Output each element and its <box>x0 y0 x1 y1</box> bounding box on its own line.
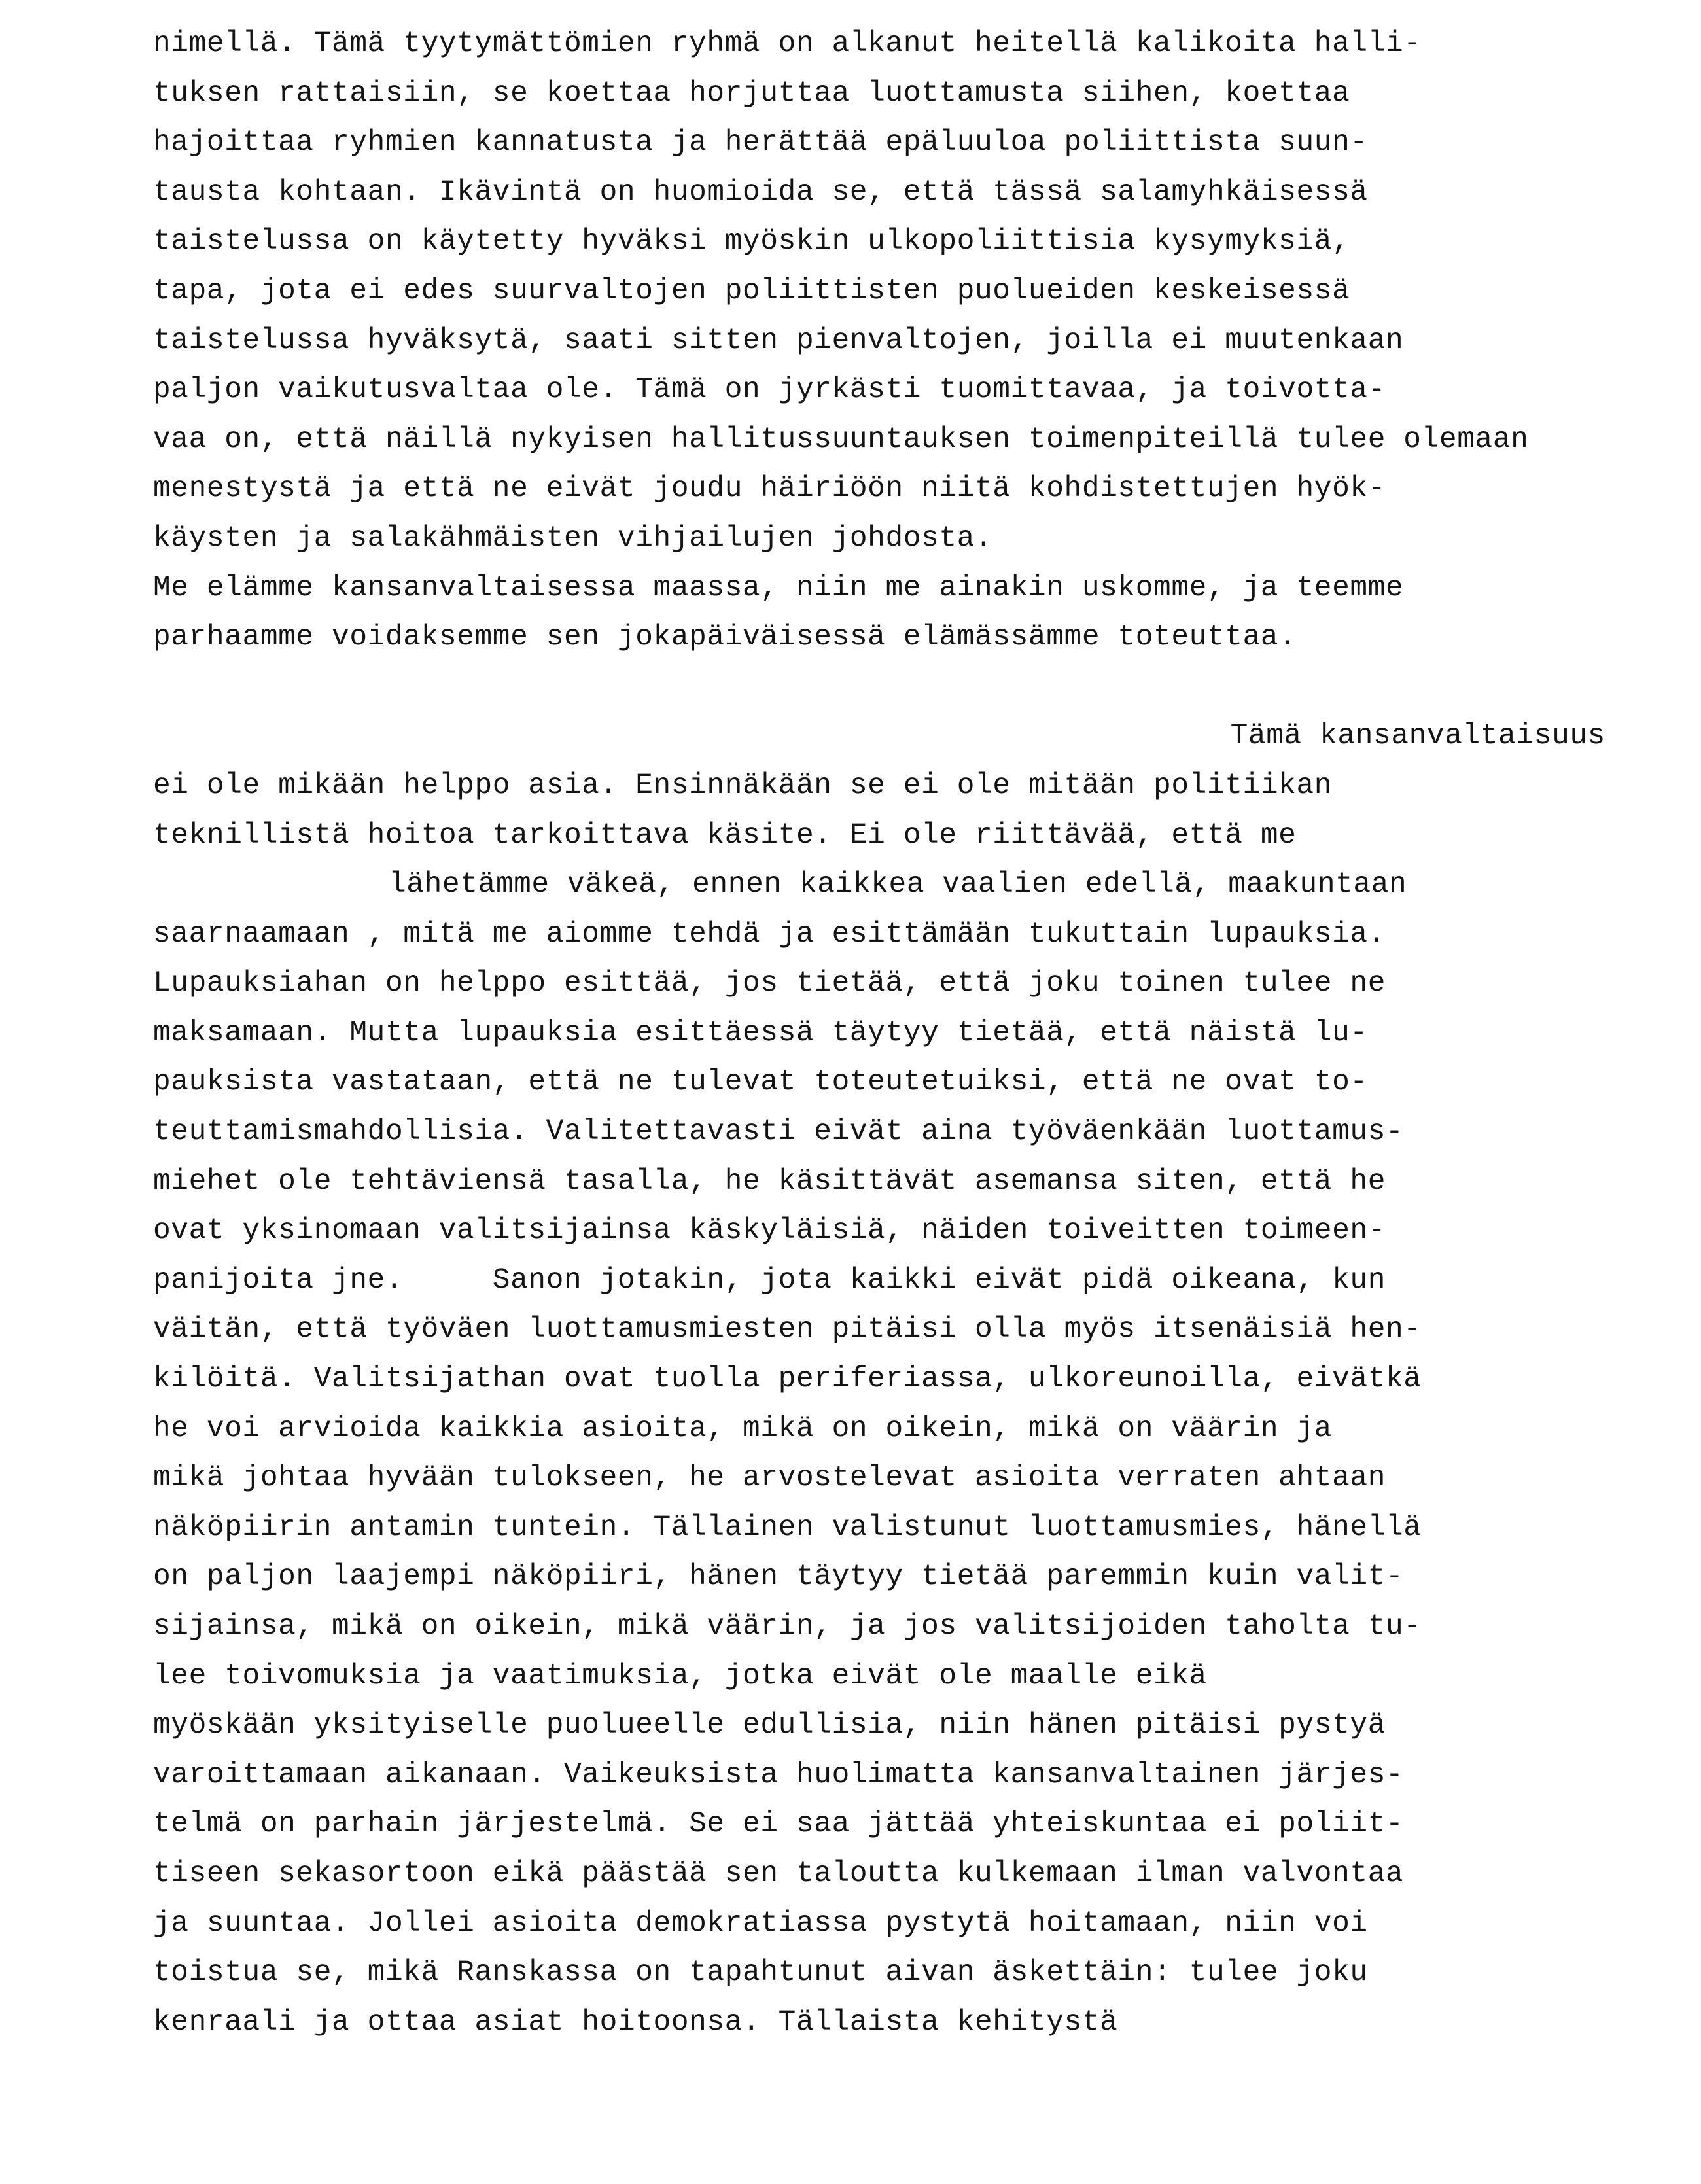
text-line <box>153 663 1605 713</box>
text-line: Me elämme kansanvaltaisessa maassa, niin me ainakin uskomme, ja teemme <box>153 571 1404 605</box>
text-line: väitän, että työväen luottamusmiesten pitäisi olla myös itsenäisiä hen- <box>153 1313 1422 1347</box>
text-line: kilöitä. Valitsijathan ovat tuolla periferiassa, ulkoreunoilla, eivätkä <box>153 1363 1422 1396</box>
text-line: myöskään yksityiselle puolueelle edullisia, niin hänen pitäisi pystyä <box>153 1709 1386 1742</box>
text-line: varoittamaan aikanaan. Vaikeuksista huolimatta kansanvaltainen järjes- <box>153 1758 1404 1791</box>
text-line: ja suuntaa. Jollei asioita demokratiassa pystytä hoitamaan, niin voi <box>153 1907 1368 1940</box>
text-line: tausta kohtaan. Ikävintä on huomioida se, että tässä salamyhkäisessä <box>153 175 1368 209</box>
text-line: maksamaan. Mutta lupauksia esittäessä täytyy tietää, että näistä lu- <box>153 1016 1368 1049</box>
text-line: panijoita jne. Sanon jotakin, jota kaikki eivät pidä oikeana, kun <box>153 1263 1386 1297</box>
text-line: he voi arvioida kaikkia asioita, mikä on oikein, mikä on väärin ja <box>153 1412 1333 1445</box>
text-line: taistelussa hyväksytä, saati sitten pienvaltojen, joilla ei muutenkaan <box>153 324 1404 357</box>
text-line: ovat yksinomaan valitsijainsa käskyläisiä, näiden toiveitten toimeen- <box>153 1214 1386 1248</box>
text-line: Lupauksiahan on helppo esittää, jos tietää, että joku toinen tulee ne <box>153 967 1386 1000</box>
text-line: nimellä. Tämä tyytymättömien ryhmä on alkanut heitellä kalikoita halli- <box>153 27 1422 60</box>
text-line: näköpiirin antamin tuntein. Tällainen valistunut luottamusmies, hänellä <box>153 1511 1422 1544</box>
text-line: paljon vaikutusvaltaa ole. Tämä on jyrkästi tuomittavaa, ja toivotta- <box>153 374 1386 407</box>
text-line: ei ole mikään helppo asia. Ensinnäkään se ei ole mitään politiikan <box>153 769 1333 802</box>
text-line: teknillistä hoitoa tarkoittava käsite. Ei ole riittävää, että me <box>153 819 1297 852</box>
text-line: pauksista vastataan, että ne tulevat toteutetuiksi, että ne ovat to- <box>153 1066 1368 1099</box>
text-line: Tämä kansanvaltaisuus <box>1230 720 1605 753</box>
text-line: parhaamme voidaksemme sen jokapäiväisessä elämässämme toteuttaa. <box>153 621 1297 654</box>
text-line: mikä johtaa hyvään tulokseen, he arvostelevat asioita verraten ahtaan <box>153 1462 1386 1495</box>
text-line: saarnaamaan , mitä me aiomme tehdä ja esittämään tukuttain lupauksia. <box>153 917 1386 951</box>
text-line: tiseen sekasortoon eikä päästää sen taloutta kulkemaan ilman valvontaa <box>153 1857 1404 1890</box>
body-text <box>153 20 1605 2047</box>
text-line: telmä on parhain järjestelmä. Se ei saa jättää yhteiskuntaa ei poliit- <box>153 1808 1404 1841</box>
text-line: miehet ole tehtäviensä tasalla, he käsittävät asemansa siten, että he <box>153 1165 1386 1198</box>
text-line: on paljon laajempi näköpiiri, hänen täytyy tietää paremmin kuin valit- <box>153 1560 1404 1594</box>
text-line: sijainsa, mikä on oikein, mikä väärin, ja jos valitsijoiden taholta tu- <box>153 1610 1422 1643</box>
text-line: menestystä ja että ne eivät joudu häiriöön niitä kohdistettujen hyök- <box>153 472 1386 506</box>
text-line: kenraali ja ottaa asiat hoitoonsa. Tällaista kehitystä <box>153 2005 1118 2039</box>
text-line: tuksen rattaisiin, se koettaa horjuttaa luottamusta siihen, koettaa <box>153 77 1350 110</box>
text-line: taistelussa on käytetty hyväksi myöskin ulkopoliittisia kysymyksiä, <box>153 225 1350 258</box>
text-line: vaa on, että näillä nykyisen hallitussuuntauksen toimenpiteillä tulee olemaan <box>153 423 1529 456</box>
text-line: käysten ja salakähmäisten vihjailujen johdosta. <box>153 521 993 555</box>
text-line: toistua se, mikä Ranskassa on tapahtunut aivan äskettäin: tulee joku <box>153 1956 1368 1990</box>
text-line: hajoittaa ryhmien kannatusta ja herättää epäluuloa poliittista suun- <box>153 126 1368 160</box>
text-line: teuttamismahdollisia. Valitettavasti eivät aina työväenkään luottamus- <box>153 1116 1404 1149</box>
text-line: tapa, jota ei edes suurvaltojen poliittisten puolueiden keskeisessä <box>153 274 1350 308</box>
text-line: lee toivomuksia ja vaatimuksia, jotka eivät ole maalle eikä <box>153 1659 1207 1693</box>
text-line: lähetämme väkeä, ennen kaikkea vaalien edellä, maakuntaan <box>389 868 1407 902</box>
